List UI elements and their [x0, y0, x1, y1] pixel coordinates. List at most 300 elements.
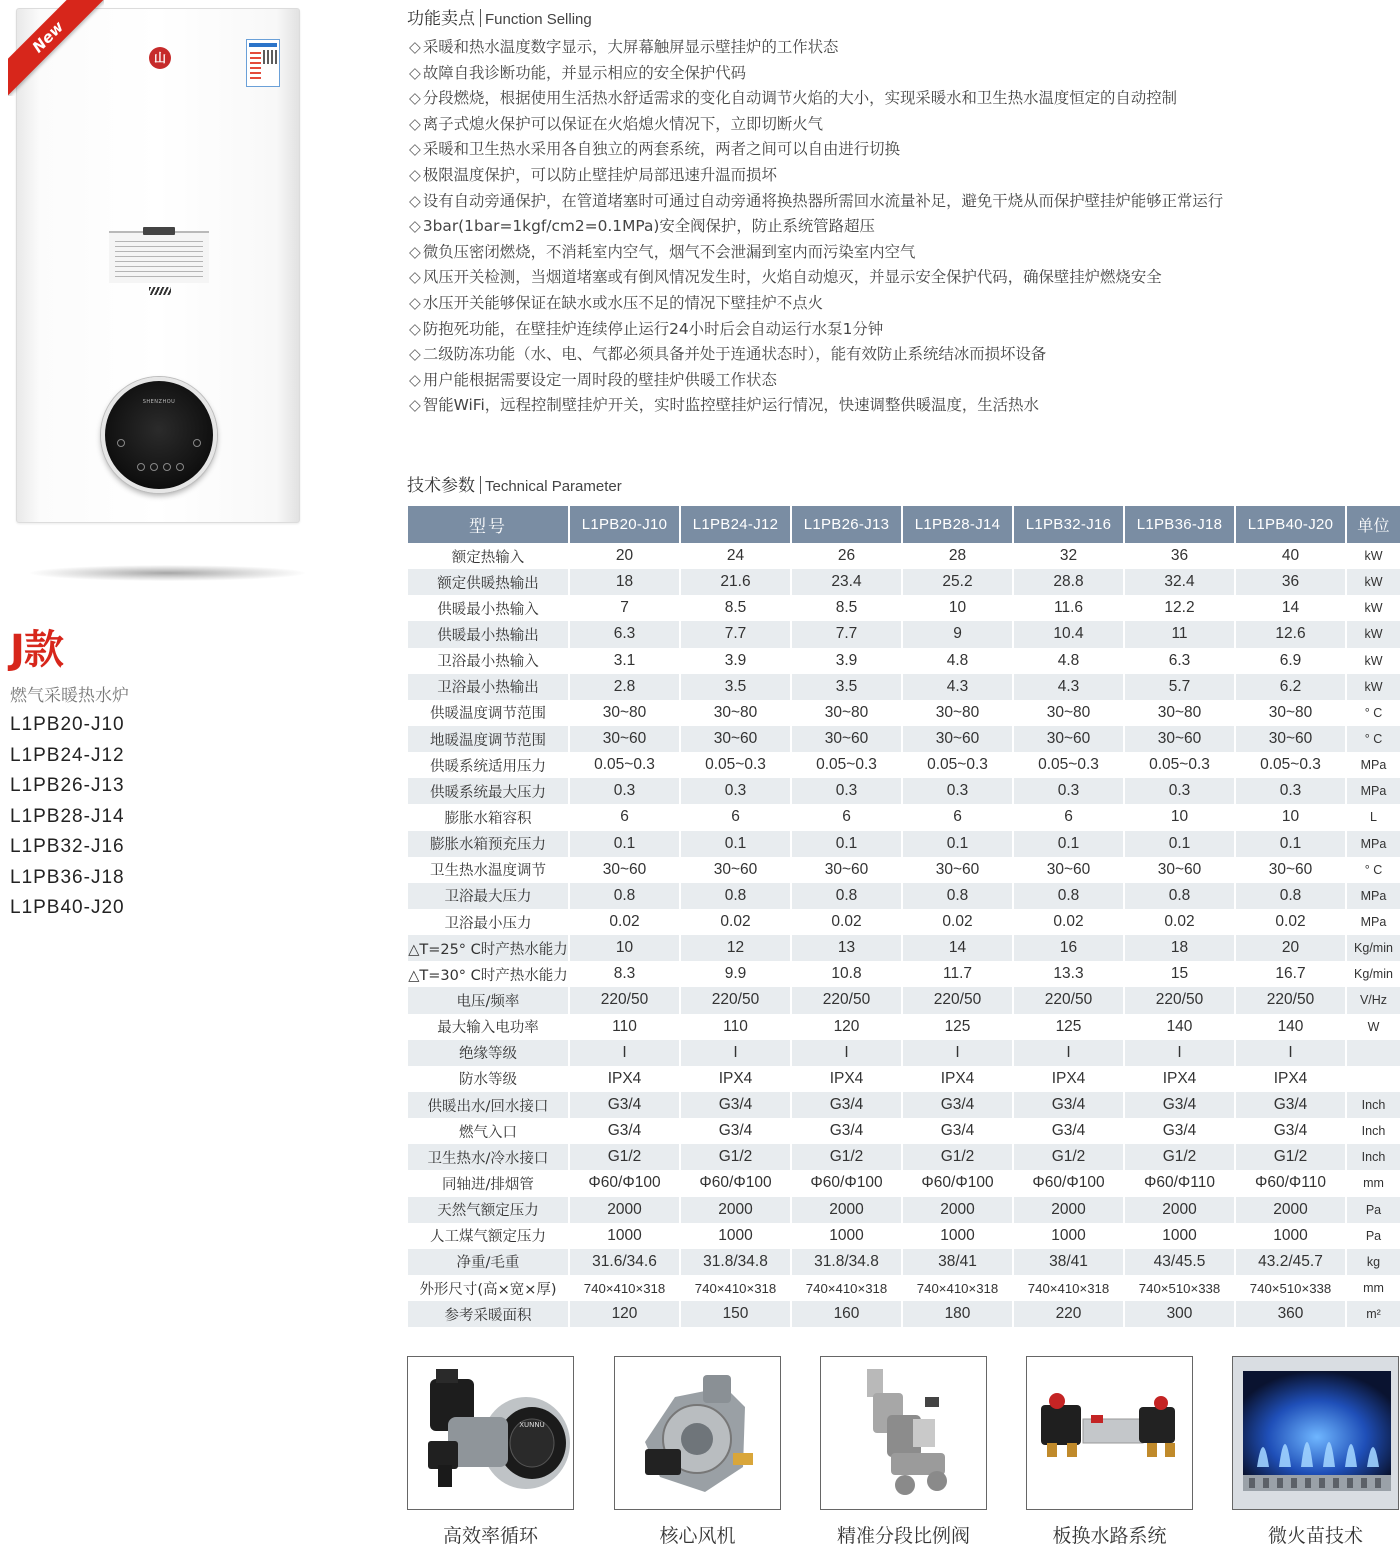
circulation-pump-icon: [407, 1356, 574, 1510]
diamond-bullet-icon: ◇: [409, 345, 421, 364]
panel-button-icon: [193, 439, 201, 447]
spec-label: 膨胀水箱容积: [408, 804, 570, 830]
brand-logo-icon: 山: [149, 47, 171, 69]
feature-text: 用户能根据需要设定一周时段的壁挂炉供暖工作状态: [422, 370, 777, 389]
spec-value: 32.4: [1125, 569, 1236, 595]
component-caption: 板换水路系统: [1052, 1525, 1167, 1546]
spec-value: G3/4: [1236, 1092, 1347, 1118]
spec-value: 38/41: [903, 1249, 1014, 1275]
spec-value: 8.3: [570, 961, 681, 987]
spec-value: 220/50: [681, 987, 792, 1013]
spec-value: 740×510×338: [1125, 1275, 1236, 1301]
pump-brand-text: XUNNU: [519, 1421, 545, 1429]
spec-unit: MPa: [1347, 909, 1400, 935]
spec-value: 120: [792, 1014, 903, 1040]
spec-value: 3.9: [792, 648, 903, 674]
spec-value: IPX4: [681, 1066, 792, 1092]
diamond-bullet-icon: ◇: [409, 242, 421, 261]
spec-value: 0.3: [792, 778, 903, 804]
spec-value: 14: [1236, 595, 1347, 621]
spec-value: 18: [570, 569, 681, 595]
spec-value: 0.02: [792, 909, 903, 935]
spec-value: IPX4: [1125, 1066, 1236, 1092]
spec-label: 同轴进/排烟管: [408, 1170, 570, 1196]
spec-value: 4.8: [1014, 648, 1125, 674]
spec-table: [408, 506, 1400, 1327]
model-list: [10, 714, 125, 928]
spec-value: Φ60/Φ100: [681, 1170, 792, 1196]
header-model-col: L1PB36-J18: [1125, 506, 1236, 543]
spec-value: 13: [792, 935, 903, 961]
spec-value: 0.8: [570, 883, 681, 909]
spec-value: G3/4: [570, 1092, 681, 1118]
spec-row: [408, 1092, 1400, 1118]
spec-value: 0.02: [903, 909, 1014, 935]
spec-value: 6: [681, 804, 792, 830]
feature-text: 风压开关检测，当烟道堵塞或有倒风情况发生时，火焰自动熄灭，并显示安全保护代码，确保壁挂炉燃烧安全: [422, 268, 1162, 287]
spec-body: [408, 543, 1400, 1327]
spec-label: 卫生热水/冷水接口: [408, 1144, 570, 1170]
spec-unit: mm: [1347, 1275, 1400, 1301]
spec-row: [408, 1301, 1400, 1327]
spec-label: 地暖温度调节范围: [408, 726, 570, 752]
spec-value: IPX4: [903, 1066, 1014, 1092]
spec-row: [408, 1066, 1400, 1092]
spec-value: 740×410×318: [570, 1275, 681, 1301]
feature-text: 微负压密闭燃烧，不消耗室内空气，烟气不会泄漏到室内而污染室内空气: [422, 242, 916, 261]
diamond-bullet-icon: ◇: [409, 319, 421, 338]
spec-value: 30~80: [792, 700, 903, 726]
header-model-col: L1PB26-J13: [792, 506, 903, 543]
component-caption: 高效率循环: [442, 1525, 538, 1546]
spec-row: [408, 909, 1400, 935]
nameplate: [109, 231, 209, 283]
spec-row: [408, 1144, 1400, 1170]
spec-value: 16.7: [1236, 961, 1347, 987]
spec-value: 18: [1125, 935, 1236, 961]
spec-row: [408, 1014, 1400, 1040]
spec-heading-en: Technical Parameter: [485, 478, 622, 495]
spec-value: 360: [1236, 1301, 1347, 1327]
plate-exchanger-icon: [1026, 1356, 1193, 1510]
spec-label: 外形尺寸(高×宽×厚): [408, 1275, 570, 1301]
feature-item: [409, 164, 1223, 190]
product-shadow: [30, 565, 305, 581]
panel-button-icon: [117, 439, 125, 447]
spec-value: 26: [792, 543, 903, 569]
feature-text: 水压开关能够保证在缺水或水压不足的情况下壁挂炉不点火: [422, 293, 824, 312]
diamond-bullet-icon: ◇: [409, 268, 421, 287]
spec-unit: Inch: [1347, 1144, 1400, 1170]
spec-label: 人工煤气额定压力: [408, 1223, 570, 1249]
spec-row: [408, 595, 1400, 621]
spec-value: Φ60/Φ100: [792, 1170, 903, 1196]
spec-value: 1000: [1236, 1223, 1347, 1249]
header-model-col: L1PB40-J20: [1236, 506, 1347, 543]
spec-value: IPX4: [792, 1066, 903, 1092]
spec-value: 110: [681, 1014, 792, 1040]
spec-value: 8.5: [792, 595, 903, 621]
spec-value: 1000: [570, 1223, 681, 1249]
spec-value: 1000: [792, 1223, 903, 1249]
feature-item: [409, 138, 1223, 164]
spec-value: Φ60/Φ100: [570, 1170, 681, 1196]
spec-unit: kW: [1347, 569, 1400, 595]
spec-value: 14: [903, 935, 1014, 961]
spec-value: 30~60: [1014, 726, 1125, 752]
spec-value: 0.02: [570, 909, 681, 935]
spec-value: 12.6: [1236, 621, 1347, 647]
component-caption: 核心风机: [659, 1525, 736, 1546]
feature-text: 极限温度保护，可以防止壁挂炉局部迅速升温而损坏: [422, 165, 777, 184]
spec-value: 23.4: [792, 569, 903, 595]
spec-value: 0.02: [1236, 909, 1347, 935]
spec-value: 21.6: [681, 569, 792, 595]
spec-unit: MPa: [1347, 831, 1400, 857]
spec-row: [408, 543, 1400, 569]
spec-row: [408, 700, 1400, 726]
model-item: L1PB28-J14: [10, 805, 125, 827]
header-model-col: L1PB28-J14: [903, 506, 1014, 543]
spec-value: 10.8: [792, 961, 903, 987]
spec-value: 30~80: [1014, 700, 1125, 726]
spec-value: 6: [570, 804, 681, 830]
feature-text: 防抱死功能，在壁挂炉连续停止运行24小时后会自动运行水泵1分钟: [422, 319, 884, 338]
spec-value: 20: [1236, 935, 1347, 961]
spec-value: I: [1236, 1040, 1347, 1066]
spec-value: 30~80: [903, 700, 1014, 726]
spec-value: G3/4: [1125, 1118, 1236, 1144]
spec-value: 28.8: [1014, 569, 1125, 595]
spec-value: 30~60: [1125, 857, 1236, 883]
spec-value: 220/50: [903, 987, 1014, 1013]
spec-value: 0.02: [1014, 909, 1125, 935]
feature-item: [409, 62, 1223, 88]
spec-unit: Kg/min: [1347, 961, 1400, 987]
spec-value: Φ60/Φ100: [903, 1170, 1014, 1196]
spec-value: 4.8: [903, 648, 1014, 674]
spec-label: 电压/频率: [408, 987, 570, 1013]
spec-value: 31.8/34.8: [792, 1249, 903, 1275]
spec-value: 0.1: [903, 831, 1014, 857]
spec-unit: MPa: [1347, 883, 1400, 909]
spec-value: 1000: [903, 1223, 1014, 1249]
spec-value: 0.05~0.3: [903, 752, 1014, 778]
spec-label: 供暖最小热输入: [408, 595, 570, 621]
header-model-col: L1PB32-J16: [1014, 506, 1125, 543]
spec-value: 7.7: [792, 621, 903, 647]
spec-value: 6.2: [1236, 674, 1347, 700]
spec-value: 20: [570, 543, 681, 569]
spec-value: 0.3: [1125, 778, 1236, 804]
spec-value: 6: [1014, 804, 1125, 830]
spec-value: 38/41: [1014, 1249, 1125, 1275]
spec-value: 0.1: [1236, 831, 1347, 857]
spec-value: G3/4: [1014, 1092, 1125, 1118]
spec-value: 180: [903, 1301, 1014, 1327]
spec-value: G3/4: [681, 1092, 792, 1118]
spec-value: I: [570, 1040, 681, 1066]
spec-value: 9.9: [681, 961, 792, 987]
spec-value: 0.1: [570, 831, 681, 857]
component-caption: 微火苗技术: [1267, 1525, 1363, 1546]
spec-unit: kg: [1347, 1249, 1400, 1275]
feature-item: [409, 394, 1223, 420]
spec-value: 150: [681, 1301, 792, 1327]
spec-value: 0.3: [1236, 778, 1347, 804]
spec-value: 12.2: [1125, 595, 1236, 621]
feature-text: 智能WiFi，远程控制壁挂炉开关，实时监控壁挂炉运行情况，快速调整供暖温度，生活热水: [422, 396, 1039, 415]
feature-item: [409, 190, 1223, 216]
spec-label: 卫浴最大压力: [408, 883, 570, 909]
spec-value: 125: [1014, 1014, 1125, 1040]
feature-text: 离子式熄火保护可以保证在火焰熄火情况下，立即切断火气: [422, 114, 824, 133]
feature-item: [409, 369, 1223, 395]
spec-value: G3/4: [903, 1118, 1014, 1144]
spec-value: 220/50: [1014, 987, 1125, 1013]
spec-row: [408, 961, 1400, 987]
spec-value: G1/2: [570, 1144, 681, 1170]
spec-row: [408, 674, 1400, 700]
spec-value: 0.8: [1236, 883, 1347, 909]
header-model-col: L1PB20-J10: [570, 506, 681, 543]
feature-list: [409, 36, 1223, 420]
spec-value: 0.1: [1014, 831, 1125, 857]
spec-value: 3.9: [681, 648, 792, 674]
spec-label: 最大输入电功率: [408, 1014, 570, 1040]
spec-value: Φ60/Φ110: [1125, 1170, 1236, 1196]
spec-value: 740×410×318: [1014, 1275, 1125, 1301]
spec-value: 2000: [1236, 1197, 1347, 1223]
feature-text: 设有自动旁通保护，在管道堵塞时可通过自动旁通将换热器所需回水流量补足，避免干烧从而保护壁挂炉能够正常运行: [422, 191, 1224, 210]
spec-value: 30~60: [570, 857, 681, 883]
spec-value: 11.7: [903, 961, 1014, 987]
spec-value: 6: [792, 804, 903, 830]
spec-value: 0.1: [792, 831, 903, 857]
spec-value: 30~60: [792, 857, 903, 883]
spec-row: [408, 621, 1400, 647]
spec-value: 740×410×318: [792, 1275, 903, 1301]
spec-label: 绝缘等级: [408, 1040, 570, 1066]
spec-value: 6.3: [570, 621, 681, 647]
spec-label: 净重/毛重: [408, 1249, 570, 1275]
model-item: L1PB32-J16: [10, 836, 125, 857]
features-heading-en: Function Selling: [485, 11, 592, 28]
spec-row: [408, 752, 1400, 778]
spec-value: G1/2: [903, 1144, 1014, 1170]
spec-unit: kW: [1347, 674, 1400, 700]
spec-value: I: [1014, 1040, 1125, 1066]
spec-value: G1/2: [1236, 1144, 1347, 1170]
spec-label: 卫浴最小压力: [408, 909, 570, 935]
spec-value: 0.02: [681, 909, 792, 935]
spec-value: 31.8/34.8: [681, 1249, 792, 1275]
spec-value: 15: [1125, 961, 1236, 987]
spec-heading-cn: 技术参数: [407, 476, 475, 496]
diamond-bullet-icon: ◇: [409, 396, 421, 415]
panel-button-icon: [163, 463, 171, 471]
diamond-bullet-icon: ◇: [409, 63, 421, 82]
spec-value: 30~60: [681, 726, 792, 752]
spec-unit: ° C: [1347, 700, 1400, 726]
spec-value: G1/2: [792, 1144, 903, 1170]
diamond-bullet-icon: ◇: [409, 165, 421, 184]
spec-label: 供暖出水/回水接口: [408, 1092, 570, 1118]
spec-unit: kW: [1347, 648, 1400, 674]
spec-label: △T=30° C时产热水能力: [408, 961, 570, 987]
feature-item: [409, 292, 1223, 318]
spec-row: [408, 1275, 1400, 1301]
spec-value: 40: [1236, 543, 1347, 569]
spec-unit: Pa: [1347, 1223, 1400, 1249]
spec-value: 43/45.5: [1125, 1249, 1236, 1275]
spec-value: 7.7: [681, 621, 792, 647]
spec-value: 12: [681, 935, 792, 961]
spec-value: 30~80: [570, 700, 681, 726]
spec-row: [408, 1223, 1400, 1249]
feature-item: [409, 87, 1223, 113]
spec-value: 0.8: [792, 883, 903, 909]
spec-unit: W: [1347, 1014, 1400, 1040]
spec-row: [408, 778, 1400, 804]
heading-divider: [480, 476, 481, 494]
spec-value: 36: [1236, 569, 1347, 595]
header-model-col: L1PB24-J12: [681, 506, 792, 543]
spec-value: 1000: [1125, 1223, 1236, 1249]
spec-unit: Inch: [1347, 1092, 1400, 1118]
fan-blower-icon: [614, 1356, 781, 1510]
spec-value: 1000: [681, 1223, 792, 1249]
spec-value: 30~80: [1236, 700, 1347, 726]
spec-value: 220/50: [1236, 987, 1347, 1013]
feature-item: [409, 215, 1223, 241]
feature-text: 故障自我诊断功能，并显示相应的安全保护代码: [422, 63, 747, 82]
spec-value: IPX4: [1236, 1066, 1347, 1092]
feature-item: [409, 241, 1223, 267]
spec-value: 0.05~0.3: [1236, 752, 1347, 778]
feature-item: [409, 266, 1223, 292]
model-item: L1PB36-J18: [10, 866, 125, 888]
spec-unit: kW: [1347, 595, 1400, 621]
header-unit: 单位: [1347, 506, 1400, 543]
spec-value: 31.6/34.6: [570, 1249, 681, 1275]
spec-label: 燃气入口: [408, 1118, 570, 1144]
spec-row: [408, 883, 1400, 909]
spec-value: G1/2: [681, 1144, 792, 1170]
spec-label: 供暖系统适用压力: [408, 752, 570, 778]
spec-value: 0.1: [681, 831, 792, 857]
spec-value: 0.8: [1125, 883, 1236, 909]
spec-heading: [407, 471, 622, 496]
spec-value: 0.3: [570, 778, 681, 804]
spec-value: 10: [1236, 804, 1347, 830]
model-item: L1PB26-J13: [10, 775, 125, 796]
spec-value: 4.3: [1014, 674, 1125, 700]
spec-row: [408, 831, 1400, 857]
series-title: J款: [10, 627, 63, 673]
spec-row: [408, 569, 1400, 595]
spec-value: 0.1: [1125, 831, 1236, 857]
spec-row: [408, 648, 1400, 674]
panel-button-icon: [176, 463, 184, 471]
header-model: 型号: [408, 506, 570, 543]
spec-row: [408, 726, 1400, 752]
spec-value: 30~60: [1125, 726, 1236, 752]
spec-value: 10: [570, 935, 681, 961]
spec-value: 8.5: [681, 595, 792, 621]
spec-value: 740×510×338: [1236, 1275, 1347, 1301]
spec-value: 28: [903, 543, 1014, 569]
spec-value: 7: [570, 595, 681, 621]
new-ribbon: [8, 0, 104, 96]
spec-value: 36: [1125, 543, 1236, 569]
spec-value: IPX4: [1014, 1066, 1125, 1092]
spec-value: G3/4: [681, 1118, 792, 1144]
spec-value: 2000: [1014, 1197, 1125, 1223]
spec-value: G1/2: [1125, 1144, 1236, 1170]
spec-row: [408, 1170, 1400, 1196]
model-item: L1PB40-J20: [10, 897, 125, 918]
spec-value: 5.7: [1125, 674, 1236, 700]
spec-value: G3/4: [1125, 1092, 1236, 1118]
heading-divider: [480, 9, 481, 27]
spec-value: 740×410×318: [681, 1275, 792, 1301]
spec-value: 30~60: [903, 857, 1014, 883]
spec-label: 额定热输入: [408, 543, 570, 569]
spec-unit: L: [1347, 804, 1400, 830]
spec-value: 2000: [1125, 1197, 1236, 1223]
spec-value: 3.5: [681, 674, 792, 700]
spec-value: 0.05~0.3: [570, 752, 681, 778]
spec-label: 卫浴最小热输入: [408, 648, 570, 674]
spec-value: 24: [681, 543, 792, 569]
spec-row: [408, 804, 1400, 830]
burner-flame-icon: [1232, 1356, 1399, 1510]
diamond-bullet-icon: ◇: [409, 370, 421, 389]
spec-value: G3/4: [792, 1092, 903, 1118]
spec-value: 9: [903, 621, 1014, 647]
spec-value: 0.8: [1014, 883, 1125, 909]
spec-value: IPX4: [570, 1066, 681, 1092]
spec-unit: [1347, 1066, 1400, 1092]
spec-value: 3.5: [792, 674, 903, 700]
spec-unit: MPa: [1347, 778, 1400, 804]
spec-value: 2000: [903, 1197, 1014, 1223]
spec-value: 0.05~0.3: [792, 752, 903, 778]
component-caption: 精准分段比例阀: [836, 1525, 970, 1546]
model-item: L1PB24-J12: [10, 744, 125, 766]
spec-value: 6: [903, 804, 1014, 830]
spec-unit: MPa: [1347, 752, 1400, 778]
spec-value: 120: [570, 1301, 681, 1327]
spec-unit: ° C: [1347, 857, 1400, 883]
spec-value: 10.4: [1014, 621, 1125, 647]
spec-row: [408, 857, 1400, 883]
spec-label: 天然气额定压力: [408, 1197, 570, 1223]
spec-value: 0.8: [681, 883, 792, 909]
spec-value: 30~60: [570, 726, 681, 752]
spec-value: 0.3: [681, 778, 792, 804]
spec-row: [408, 987, 1400, 1013]
spec-label: 供暖温度调节范围: [408, 700, 570, 726]
diamond-bullet-icon: ◇: [409, 293, 421, 312]
spec-value: G3/4: [903, 1092, 1014, 1118]
spec-value: G1/2: [1014, 1144, 1125, 1170]
spec-value: 6.9: [1236, 648, 1347, 674]
proportional-valve-icon: [820, 1356, 987, 1510]
spec-value: 0.02: [1125, 909, 1236, 935]
spec-value: 10: [1125, 804, 1236, 830]
